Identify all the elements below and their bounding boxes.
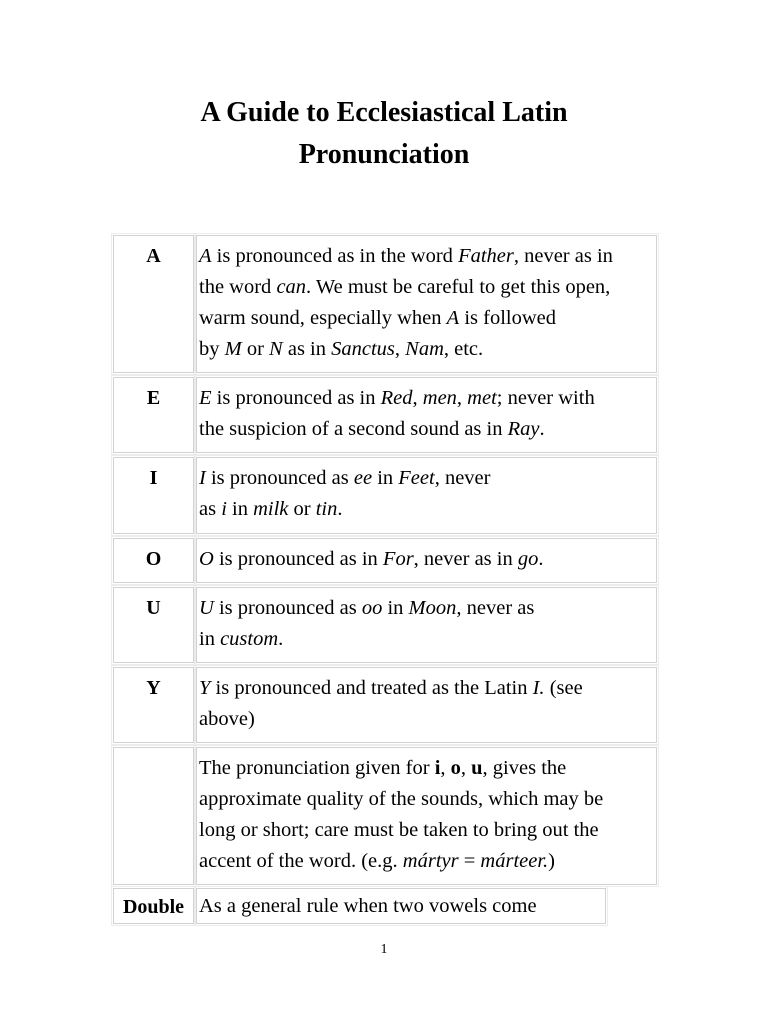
- description-cell: [196, 235, 657, 373]
- text-run: i: [221, 498, 227, 520]
- text-run: .: [539, 418, 545, 440]
- description-line: [199, 334, 656, 365]
- text-run: ; never with: [496, 387, 595, 409]
- text-run: ,: [460, 757, 472, 779]
- text-run: For: [382, 548, 414, 570]
- text-run: is pronounced as: [205, 467, 354, 489]
- text-run: As a general rule when two vowels come: [199, 895, 537, 917]
- text-run: Y: [199, 677, 211, 699]
- document-title: [0, 92, 768, 176]
- description-cell: [196, 377, 657, 453]
- text-run: is pronounced as: [213, 597, 362, 619]
- text-run: U: [199, 597, 214, 619]
- text-run: .: [278, 628, 284, 650]
- text-run: O: [199, 548, 214, 570]
- text-run: is pronounced and treated as the Latin: [210, 677, 533, 699]
- text-run: I: [199, 467, 206, 489]
- text-run: A: [199, 245, 212, 267]
- letter-cell: U: [113, 587, 194, 663]
- description-line: [199, 303, 656, 334]
- text-run: the word: [199, 276, 277, 298]
- text-run: mártyr: [402, 850, 459, 872]
- text-run: .: [337, 498, 343, 520]
- description-line: [199, 414, 656, 445]
- text-run: (see: [544, 677, 583, 699]
- description-line: [199, 624, 656, 655]
- text-run: by: [199, 338, 225, 360]
- text-run: above): [199, 708, 255, 730]
- text-run: oo: [361, 597, 383, 619]
- text-run: ): [548, 850, 555, 872]
- description-cell: [196, 667, 657, 743]
- description-cell: [196, 888, 606, 924]
- text-run: as in: [282, 338, 332, 360]
- description-line: [199, 241, 656, 272]
- description-line: [199, 846, 656, 877]
- text-run: E: [199, 387, 212, 409]
- letter-cell: Double: [113, 888, 194, 924]
- description-line: [199, 753, 656, 784]
- text-run: , never as in: [513, 245, 613, 267]
- letter-cell: I: [113, 457, 194, 534]
- description-cell: [196, 457, 657, 534]
- description-line: [199, 784, 656, 815]
- text-run: accent of the word. (e.g.: [199, 850, 403, 872]
- description-line: [199, 383, 656, 414]
- title-line-1: A Guide to Ecclesiastical Latin: [200, 97, 568, 128]
- description-line: [199, 494, 656, 525]
- text-run: Father: [458, 245, 514, 267]
- text-run: in: [382, 597, 409, 619]
- text-run: the suspicion of a second sound as in: [199, 418, 508, 440]
- text-run: men: [422, 387, 457, 409]
- text-run: long or short; care must be taken to bring out the: [199, 819, 599, 841]
- text-run: in: [199, 628, 221, 650]
- text-run: in: [372, 467, 399, 489]
- text-run: Sanctus: [331, 338, 395, 360]
- text-run: Red: [380, 387, 413, 409]
- text-run: , never as: [456, 597, 535, 619]
- letter-cell: [113, 747, 194, 885]
- description-line: [199, 891, 605, 922]
- text-run: A: [446, 307, 460, 329]
- text-run: or: [288, 498, 316, 520]
- text-run: o: [450, 757, 461, 779]
- description-line: [199, 272, 656, 303]
- text-run: , gives the: [482, 757, 567, 779]
- description-cell: [196, 538, 657, 583]
- text-run: , etc.: [443, 338, 484, 360]
- text-run: go: [517, 548, 539, 570]
- title-line-2: Pronunciation: [298, 139, 470, 170]
- text-run: The pronunciation given for: [199, 757, 435, 779]
- letter-cell: A: [113, 235, 194, 373]
- text-run: M: [224, 338, 242, 360]
- text-run: ,: [440, 757, 451, 779]
- text-run: tin: [315, 498, 338, 520]
- text-run: can: [276, 276, 307, 298]
- text-run: N: [269, 338, 283, 360]
- text-run: . We must be careful to get this open,: [306, 276, 611, 298]
- text-run: , never as in: [413, 548, 518, 570]
- text-run: Nam: [405, 338, 444, 360]
- text-run: ,: [412, 387, 423, 409]
- text-run: u: [471, 757, 483, 779]
- text-run: ee: [353, 467, 373, 489]
- description-line: [199, 593, 656, 624]
- text-run: Feet: [398, 467, 435, 489]
- text-run: Ray: [507, 418, 540, 440]
- description-line: [199, 704, 656, 735]
- text-run: I.: [532, 677, 545, 699]
- description-cell: [196, 587, 657, 663]
- description-cell: [196, 747, 657, 885]
- text-run: is pronounced as in the word: [211, 245, 459, 267]
- letter-cell: Y: [113, 667, 194, 743]
- text-run: i: [434, 757, 441, 779]
- text-run: or: [241, 338, 270, 360]
- text-run: met: [467, 387, 497, 409]
- text-run: .: [538, 548, 544, 570]
- text-run: is followed: [459, 307, 556, 329]
- text-run: in: [226, 498, 254, 520]
- text-run: Moon: [408, 597, 457, 619]
- text-run: ,: [456, 387, 468, 409]
- text-run: =: [458, 850, 481, 872]
- description-line: [199, 673, 656, 704]
- text-run: as: [199, 498, 222, 520]
- text-run: ,: [394, 338, 406, 360]
- page-number: 1: [380, 942, 388, 957]
- text-run: custom: [220, 628, 279, 650]
- text-run: is pronounced as in: [211, 387, 381, 409]
- description-line: [199, 815, 656, 846]
- text-run: márteer.: [480, 850, 549, 872]
- letter-cell: O: [113, 538, 194, 583]
- description-line: [199, 463, 656, 494]
- text-run: is pronounced as in: [213, 548, 383, 570]
- text-run: warm sound, especially when: [199, 307, 447, 329]
- text-run: , never: [434, 467, 491, 489]
- description-line: [199, 544, 656, 575]
- letter-cell: E: [113, 377, 194, 453]
- text-run: milk: [253, 498, 289, 520]
- text-run: approximate quality of the sounds, which may be: [199, 788, 604, 810]
